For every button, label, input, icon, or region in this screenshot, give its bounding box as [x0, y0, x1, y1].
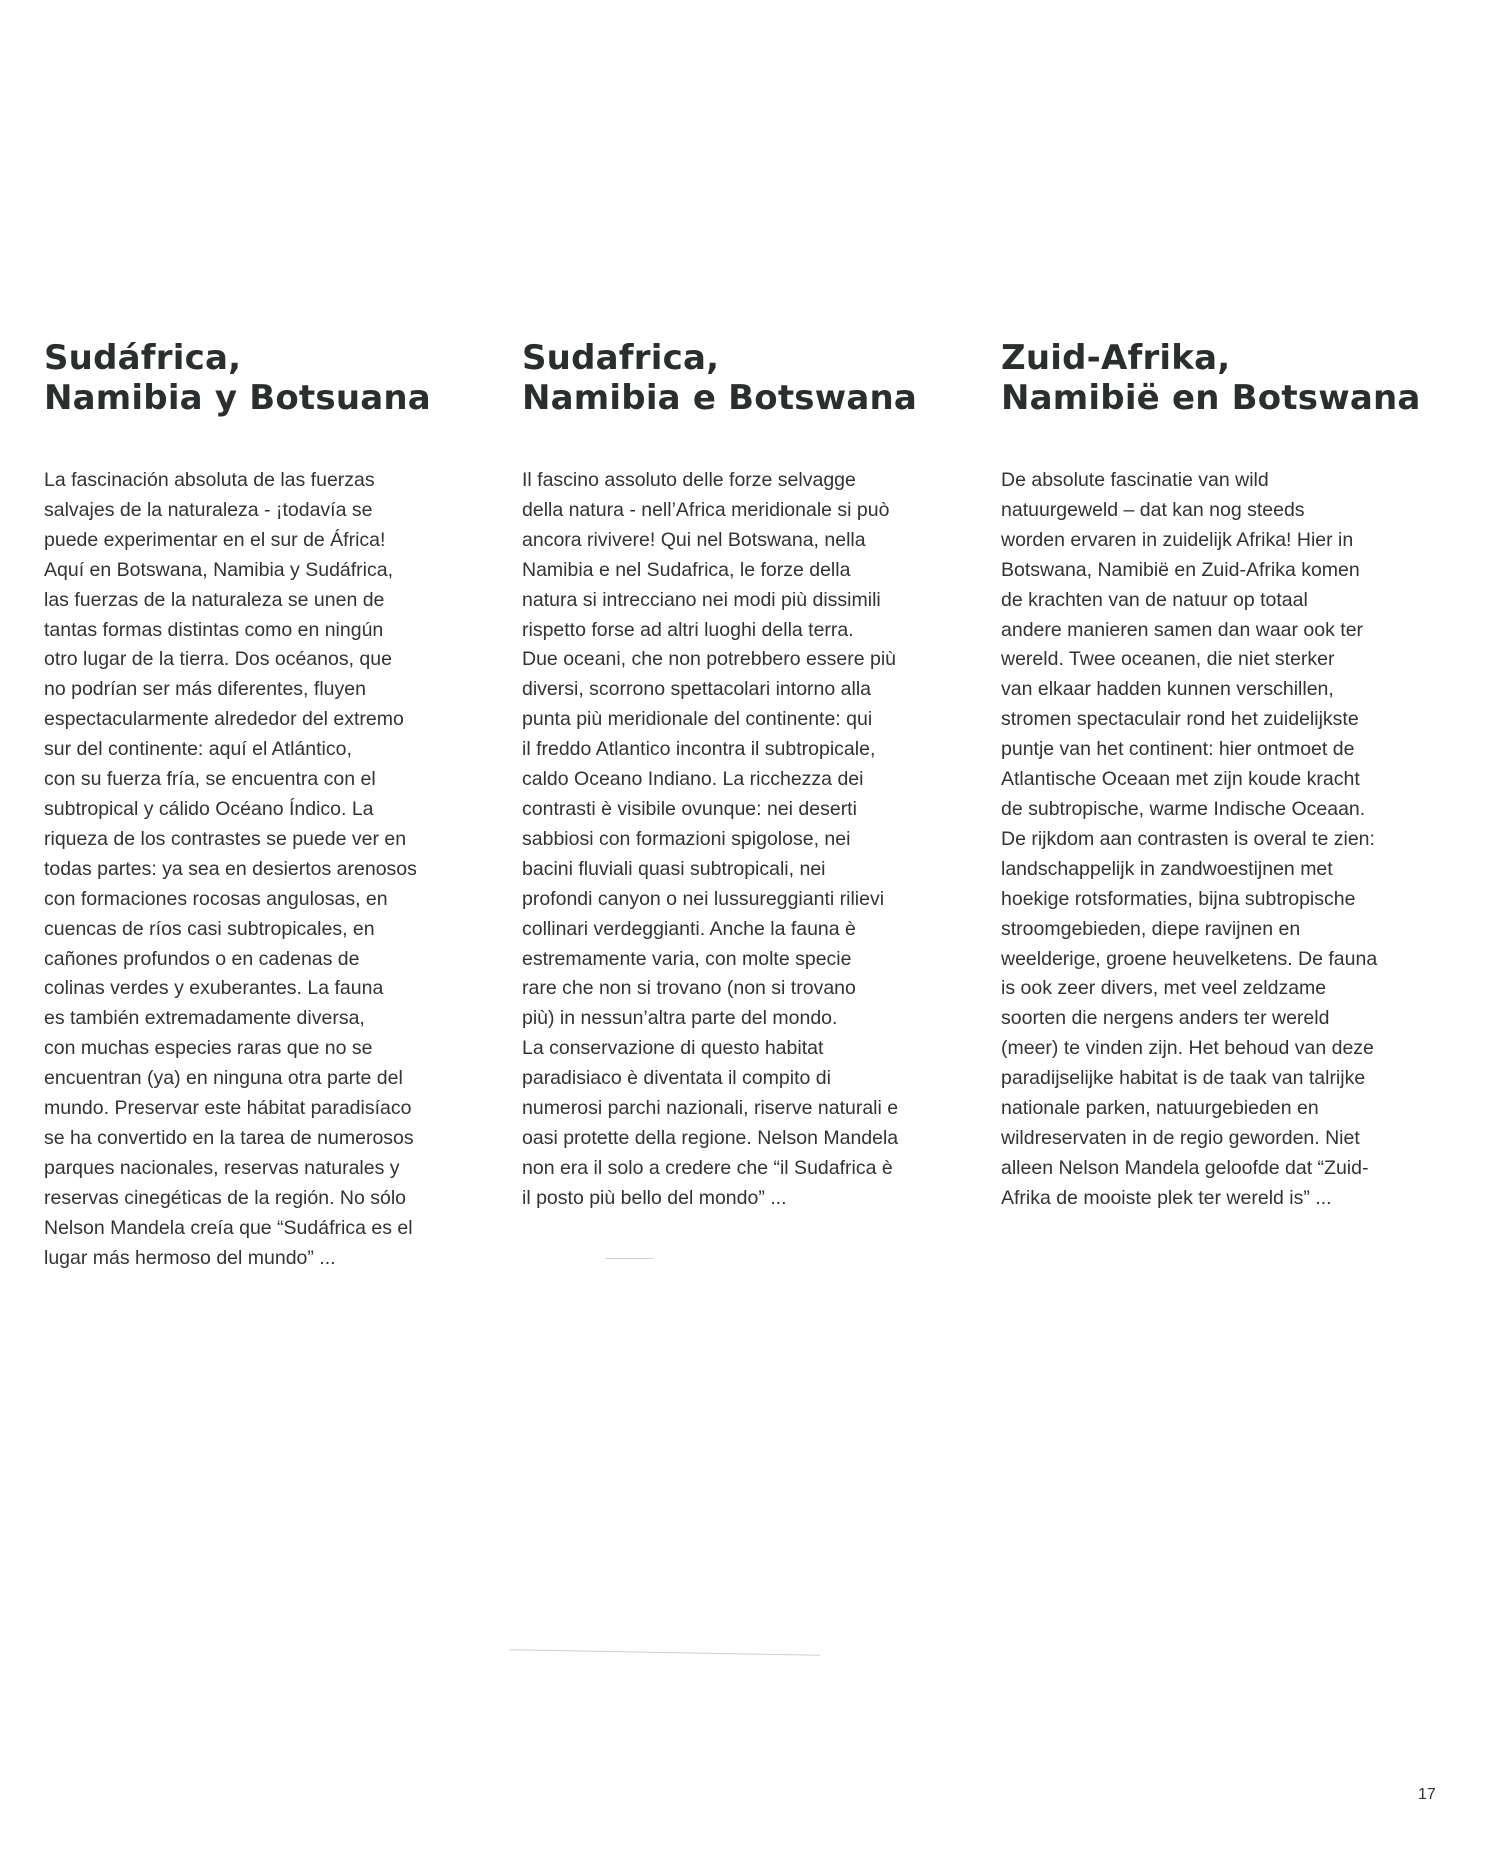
- body-line: weelderige, groene heuvelketens. De fauna: [1001, 947, 1378, 970]
- body-line: lugar más hermoso del mundo” ...: [44, 1246, 336, 1269]
- body-line: sabbiosi con formazioni spigolose, nei: [522, 827, 851, 850]
- body-line: il freddo Atlantico incontra il subtropicale,: [522, 738, 876, 761]
- body-line: punta più meridionale del continente: qui: [522, 708, 873, 731]
- body-line: wildreservaten in de regio geworden. Niet: [1001, 1126, 1360, 1149]
- body-line: oasi protette della regione. Nelson Mandela: [522, 1126, 899, 1149]
- heading-line: Namibia e Botswana: [522, 378, 918, 418]
- column-heading: [1001, 338, 1431, 418]
- body-line: bacini fluviali quasi subtropicali, nei: [522, 857, 826, 880]
- heading-line: Sudafrica,: [522, 338, 720, 378]
- body-line: se ha convertido en la tarea de numerosos: [44, 1126, 414, 1149]
- body-line: andere manieren samen dan waar ook ter: [1001, 618, 1364, 641]
- body-line: salvajes de la naturaleza - ¡todavía se: [44, 498, 373, 521]
- body-line: natura si intrecciano nei modi più dissimili: [522, 588, 881, 611]
- body-line: Afrika de mooiste plek ter wereld is” ...: [1001, 1186, 1332, 1209]
- body-line: mundo. Preservar este hábitat paradisíaco: [44, 1097, 412, 1120]
- body-line: subtropical y cálido Océano Índico. La: [44, 797, 374, 820]
- body-line: il posto più bello del mondo” ...: [522, 1186, 787, 1209]
- body-line: De absolute fascinatie van wild: [1001, 469, 1269, 491]
- body-line: Botswana, Namibië en Zuid-Afrika komen: [1001, 558, 1360, 581]
- body-line: espectacularmente alrededor del extremo: [44, 708, 404, 731]
- body-line: tantas formas distintas como en ningún: [44, 618, 384, 641]
- body-line: stromen spectaculair rond het zuidelijkste: [1001, 708, 1359, 731]
- body-line: encuentran (ya) en ninguna otra parte del: [44, 1067, 403, 1090]
- body-line: (meer) te vinden zijn. Het behoud van deze: [1001, 1037, 1374, 1060]
- body-line: worden ervaren in zuidelijk Afrika! Hier in: [1001, 528, 1354, 551]
- column-heading: [44, 338, 474, 418]
- body-line: paradijselijke habitat is de taak van talrijke: [1001, 1067, 1366, 1090]
- body-line: della natura - nell’Africa meridionale si può: [522, 498, 890, 521]
- body-line: con muchas especies raras que no se: [44, 1037, 373, 1060]
- body-line: Namibia e nel Sudafrica, le forze della: [522, 558, 851, 581]
- body-line: contrasti è visibile ovunque: nei deserti: [522, 797, 857, 820]
- body-line: es también extremadamente diversa,: [44, 1007, 365, 1030]
- body-line: natuurgeweld – dat kan nog steeds: [1001, 498, 1305, 521]
- body-line: La conservazione di questo habitat: [522, 1037, 824, 1060]
- column-body: [1001, 466, 1431, 1214]
- body-line: puede experimentar en el sur de África!: [44, 528, 386, 551]
- body-line: de subtropische, warme Indische Oceaan.: [1001, 797, 1366, 820]
- column-heading: [522, 338, 952, 418]
- body-line: landschappelijk in zandwoestijnen met: [1001, 857, 1333, 880]
- scan-artifact-line: [605, 1258, 653, 1259]
- body-line: alleen Nelson Mandela geloofde dat “Zuid-: [1001, 1156, 1369, 1179]
- body-line: Nelson Mandela creía que “Sudáfrica es el: [44, 1216, 413, 1239]
- body-line: Il fascino assoluto delle forze selvagge: [522, 469, 856, 491]
- body-line: wereld. Twee oceanen, die niet sterker: [1001, 648, 1335, 671]
- body-line: hoekige rotsformaties, bijna subtropische: [1001, 887, 1356, 910]
- body-line: De rijkdom aan contrasten is overal te zien:: [1001, 827, 1375, 850]
- column-italian: [522, 338, 952, 1214]
- body-line: Aquí en Botswana, Namibia y Sudáfrica,: [44, 558, 394, 581]
- body-line: cuencas de ríos casi subtropicales, en: [44, 917, 375, 940]
- body-line: con formaciones rocosas angulosas, en: [44, 887, 388, 910]
- column-body: [44, 466, 474, 1273]
- body-line: con su fuerza fría, se encuentra con el: [44, 768, 376, 791]
- body-line: rare che non si trovano (non si trovano: [522, 977, 856, 1000]
- body-line: numerosi parchi nazionali, riserve naturali e: [522, 1097, 899, 1120]
- body-line: estremamente varia, con molte specie: [522, 947, 852, 970]
- body-line: colinas verdes y exuberantes. La fauna: [44, 977, 384, 1000]
- scan-artifact-line: [510, 1649, 820, 1655]
- body-line: ancora rivivere! Qui nel Botswana, nella: [522, 528, 866, 551]
- body-line: parques nacionales, reservas naturales y: [44, 1156, 400, 1179]
- body-line: nationale parken, natuurgebieden en: [1001, 1097, 1319, 1120]
- heading-line: Sudáfrica,: [44, 338, 242, 378]
- column-dutch: [1001, 338, 1431, 1214]
- body-line: profondi canyon o nei lussureggianti rilievi: [522, 887, 885, 910]
- body-line: de krachten van de natuur op totaal: [1001, 588, 1308, 611]
- body-line: non era il solo a credere che “il Sudafrica è: [522, 1156, 893, 1179]
- column-spanish: [44, 338, 474, 1273]
- body-line: todas partes: ya sea en desiertos arenosos: [44, 857, 417, 880]
- body-line: sur del continente: aquí el Atlántico,: [44, 738, 352, 761]
- page-number: 17: [1418, 1786, 1436, 1803]
- body-line: paradisiaco è diventata il compito di: [522, 1067, 831, 1090]
- body-line: riqueza de los contrastes se puede ver en: [44, 827, 407, 850]
- heading-line: Namibië en Botswana: [1001, 378, 1421, 418]
- body-line: puntje van het continent: hier ontmoet de: [1001, 738, 1355, 761]
- body-line: no podrían ser más diferentes, fluyen: [44, 678, 366, 701]
- body-line: La fascinación absoluta de las fuerzas: [44, 469, 375, 491]
- body-line: reservas cinegéticas de la región. No sólo: [44, 1186, 407, 1209]
- body-line: caldo Oceano Indiano. La ricchezza dei: [522, 768, 864, 791]
- heading-line: Namibia y Botsuana: [44, 378, 431, 418]
- body-line: collinari verdeggianti. Anche la fauna è: [522, 917, 856, 940]
- heading-line: Zuid-Afrika,: [1001, 338, 1231, 378]
- body-line: van elkaar hadden kunnen verschillen,: [1001, 678, 1334, 701]
- column-body: [522, 466, 952, 1214]
- body-line: soorten die nergens anders ter wereld: [1001, 1007, 1330, 1030]
- body-line: cañones profundos o en cadenas de: [44, 947, 360, 970]
- body-line: is ook zeer divers, met veel zeldzame: [1001, 977, 1327, 1000]
- body-line: Atlantische Oceaan met zijn koude kracht: [1001, 768, 1360, 791]
- body-line: rispetto forse ad altri luoghi della terra.: [522, 618, 854, 641]
- body-line: otro lugar de la tierra. Dos océanos, que: [44, 648, 392, 671]
- body-line: più) in nessun’altra parte del mondo.: [522, 1007, 838, 1030]
- body-line: Due oceani, che non potrebbero essere più: [522, 648, 897, 671]
- body-line: diversi, scorrono spettacolari intorno alla: [522, 678, 872, 701]
- body-line: stroomgebieden, diepe ravijnen en: [1001, 917, 1301, 940]
- body-line: las fuerzas de la naturaleza se unen de: [44, 588, 385, 611]
